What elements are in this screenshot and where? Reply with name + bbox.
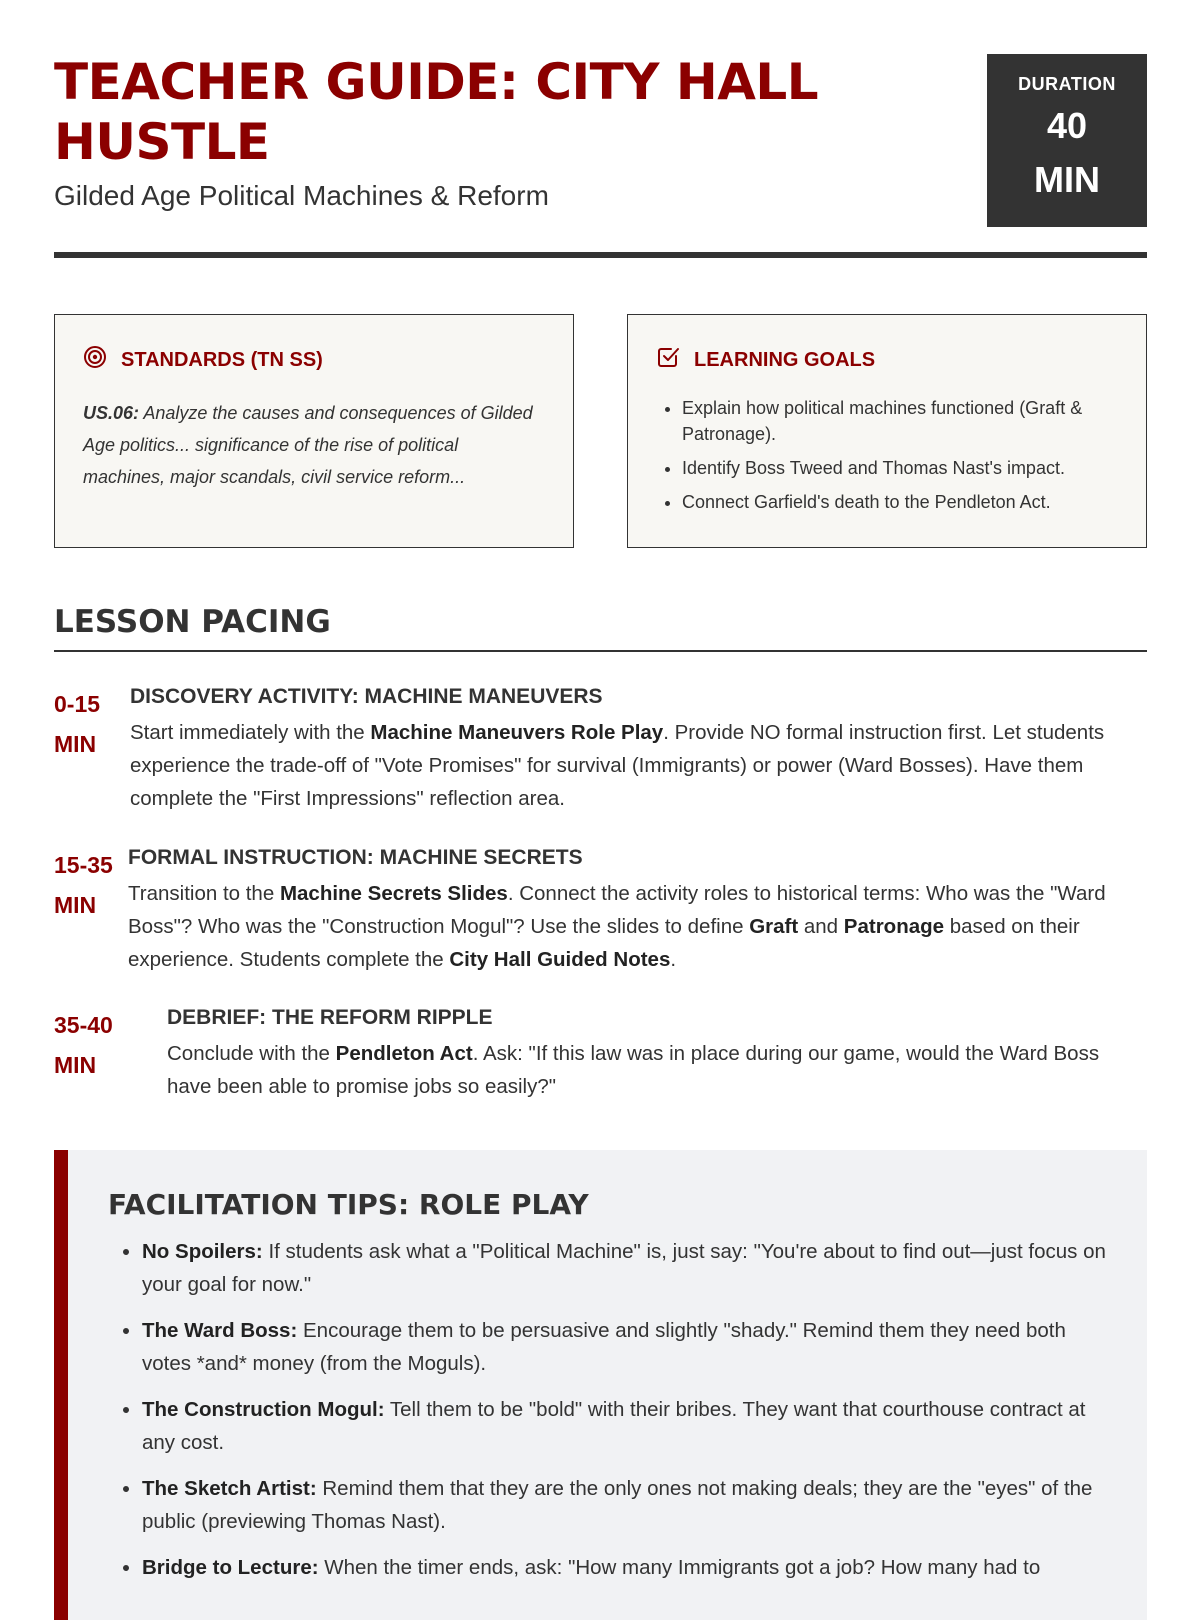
emphasis-text: Machine Secrets Slides: [279, 882, 508, 905]
emphasis-text: Machine Maneuvers Role Play: [370, 721, 664, 744]
duration-value: [987, 99, 1147, 207]
tip-text: When the timer ends, ask: "How many Immigrants got a job? How many had to: [318, 1556, 1041, 1579]
standards-text: [83, 397, 545, 493]
facilitation-tips-list: [108, 1235, 1107, 1584]
facilitation-tips-box: [54, 1150, 1147, 1620]
phase-description: [130, 716, 1147, 815]
header: [54, 0, 1147, 258]
facilitation-tips-title: FACILITATION TIPS: ROLE PLAY: [108, 1188, 589, 1221]
standards-box: [54, 314, 574, 548]
tip-text: If students ask what a "Political Machine" is, just say: "You're about to find out—just focus on your goal for now.": [142, 1240, 1106, 1296]
phase-description: [128, 877, 1147, 976]
learning-goals-box: [627, 314, 1147, 548]
checkbox-icon: [656, 345, 680, 375]
tip-lead: The Ward Boss:: [142, 1319, 298, 1342]
body-text: . Ask: "If this law was in place during our game, would the Ward Boss have been able to promise jobs so easily?": [167, 1042, 1100, 1098]
phase-heading: DEBRIEF: THE REFORM RIPPLE: [167, 1006, 493, 1029]
emphasis-text: Patronage: [843, 915, 945, 938]
tip-item: [142, 1472, 1107, 1538]
phase-content: [128, 845, 1147, 976]
duration-number: 40: [1046, 105, 1088, 146]
page-subtitle: Gilded Age Political Machines & Reform: [54, 180, 549, 211]
emphasis-text: Graft: [749, 915, 799, 938]
tip-text: Tell them to be "bold" with their bribes. They want that courthouse contract at any cost.: [142, 1398, 1086, 1454]
body-text: Start immediately with the: [130, 721, 371, 744]
page-title: TEACHER GUIDE: CITY HALL HUSTLE: [54, 53, 819, 171]
target-icon: [83, 345, 107, 375]
learning-goals-title: LEARNING GOALS: [694, 348, 876, 371]
duration-badge: [987, 54, 1147, 227]
duration-unit: MIN: [1034, 159, 1100, 200]
phase-content: [167, 1005, 1147, 1103]
tip-lead: No Spoilers:: [142, 1240, 263, 1263]
tip-item: [142, 1551, 1107, 1584]
body-text: Transition to the: [128, 882, 280, 905]
body-text: and: [798, 915, 844, 938]
learning-goals-list: [656, 395, 1118, 515]
tip-text: Encourage them to be persuasive and slightly "shady." Remind them they need both votes *and* money (from the Moguls).: [142, 1319, 1066, 1375]
tip-text: Remind them that they are the only ones not making deals; they are the "eyes" of the public (previewing Thomas Nast).: [142, 1477, 1093, 1533]
learning-goals-header: [656, 345, 1118, 375]
standards-header: [83, 345, 545, 375]
goal-item: • Identify Boss Tweed and Thomas Nast's impact.: [682, 455, 1118, 481]
standards-title: STANDARDS (TN SS): [121, 348, 323, 371]
phase-content: [130, 684, 1147, 815]
body-text: . Provide NO formal instruction first. Let students experience the trade-off of "Vote Promises" for survival (Immigrants) or power (Ward Bosses). Have them complete the "First Impressions" reflection area.: [130, 721, 1105, 810]
tip-lead: The Sketch Artist:: [142, 1477, 317, 1500]
duration-label: DURATION: [1018, 74, 1116, 94]
standards-description: Analyze the causes and consequences of Gilded Age politics... significance of the rise of political machines, major scandals, civil service reform...: [83, 403, 533, 487]
phase-time: 35-40 MIN: [54, 1012, 113, 1078]
tip-lead: The Construction Mogul:: [142, 1398, 385, 1421]
tip-item: [142, 1393, 1107, 1459]
tip-item: [142, 1235, 1107, 1301]
standards-code: US.06:: [83, 403, 140, 423]
body-text: Conclude with the: [167, 1042, 336, 1065]
info-boxes: [54, 314, 1147, 548]
emphasis-text: City Hall Guided Notes: [449, 948, 671, 971]
tip-item: [142, 1314, 1107, 1380]
lesson-pacing-title: LESSON PACING: [54, 604, 1147, 652]
phase-heading: DISCOVERY ACTIVITY: MACHINE MANEUVERS: [130, 685, 603, 708]
body-text: . Connect the activity roles to historical terms: Who was the "Ward Boss"? Who was the "Construction Mogul"? Use the slides to define: [128, 882, 1106, 938]
body-text: based on their experience. Students complete the: [128, 915, 1080, 971]
phase-time: 0-15 MIN: [54, 691, 101, 757]
phase-description: [167, 1037, 1147, 1103]
emphasis-text: Pendleton Act: [335, 1042, 473, 1065]
phase-heading: FORMAL INSTRUCTION: MACHINE SECRETS: [128, 846, 583, 869]
teacher-guide-page: [54, 0, 1147, 1579]
body-text: .: [670, 948, 677, 971]
goal-item: • Connect Garfield's death to the Pendleton Act.: [682, 489, 1118, 515]
phase-time: 15-35 MIN: [54, 852, 113, 918]
goal-item: • Explain how political machines functioned (Graft & Patronage).: [682, 395, 1118, 447]
tip-lead: Bridge to Lecture:: [142, 1556, 319, 1579]
